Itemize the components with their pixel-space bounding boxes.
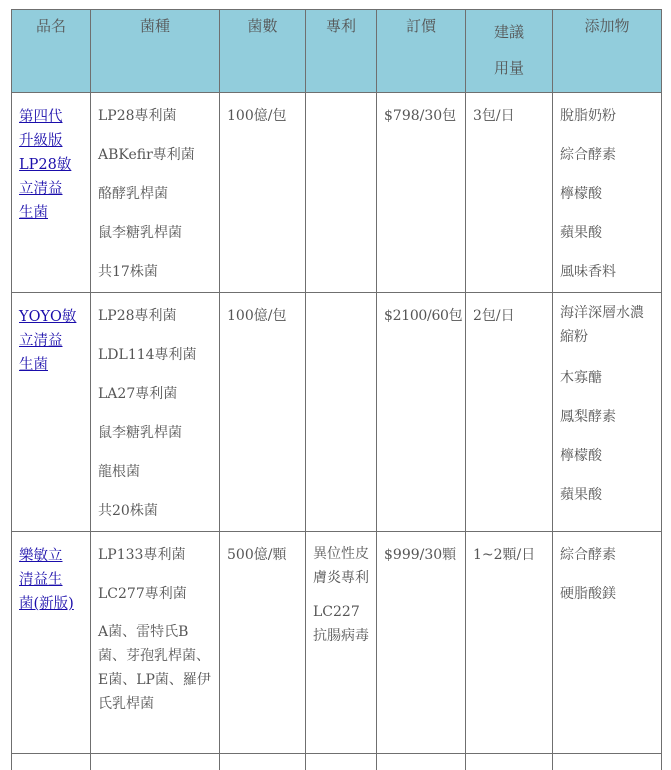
product-name-cell: [12, 293, 91, 532]
price-cell: $2100/60包: [377, 293, 466, 532]
additive-item: 海洋深層水濃縮粉: [560, 301, 656, 349]
strain-item: 共20株菌: [98, 492, 214, 531]
additive-item: 木寡醣: [560, 359, 656, 398]
dosage-cell: 3包/日: [466, 93, 553, 293]
header-strain: 菌種: [91, 10, 220, 93]
additive-item: 蘋果酸: [560, 214, 656, 253]
additives-cell: [553, 93, 662, 293]
strain-item: LP28專利菌: [98, 297, 214, 336]
table-row: [12, 293, 662, 532]
product-name-cell: [12, 532, 91, 754]
strain-cell: [91, 532, 220, 754]
strain-item: LA27專利菌: [98, 375, 214, 414]
strain-item: LP28專利菌: [98, 97, 214, 136]
product-link[interactable]: 第四代 升級版 LP28敏 立清益 生菌: [19, 105, 85, 225]
strain-item: 龍根菌: [98, 453, 214, 492]
dosage-cell: 2包/日: [466, 293, 553, 532]
table-row: [12, 532, 662, 754]
strain-item: 共17株菌: [98, 253, 214, 292]
additive-item: 檸檬酸: [560, 437, 656, 476]
count-cell: 100億/包: [220, 293, 306, 532]
table-row: [12, 93, 662, 293]
dosage-cell: 1~2顆/日: [466, 532, 553, 754]
price-cell: $798/30包: [377, 93, 466, 293]
header-dosage-line1: 建議: [466, 14, 552, 50]
header-count: 菌數: [220, 10, 306, 93]
strain-item: 酪酵乳桿菌: [98, 175, 214, 214]
table-row-partial: [12, 754, 662, 770]
header-dosage: [466, 10, 553, 93]
strain-item: LC277專利菌: [98, 575, 214, 614]
product-name-cell: [12, 93, 91, 293]
price-cell: $999/30顆: [377, 532, 466, 754]
additive-item: 硬脂酸鎂: [560, 575, 656, 614]
header-patent: 專利: [306, 10, 377, 93]
strain-item: A菌、雷特氏B菌、芽孢乳桿菌、E菌、LP菌、羅伊氏乳桿菌: [98, 620, 214, 716]
strain-cell: [91, 293, 220, 532]
patent-cell: [306, 93, 377, 293]
additive-item: 蘋果酸: [560, 476, 656, 515]
header-row: [12, 10, 662, 93]
patent-item: LC227抗腸病毒: [313, 600, 371, 648]
additive-item: 鳳梨酵素: [560, 398, 656, 437]
patent-cell: [306, 532, 377, 754]
additives-cell: [553, 293, 662, 532]
strain-cell: [91, 93, 220, 293]
strain-item: 鼠李糖乳桿菌: [98, 214, 214, 253]
count-cell: 500億/顆: [220, 532, 306, 754]
additive-item: 脫脂奶粉: [560, 97, 656, 136]
patent-cell: [306, 293, 377, 532]
strain-item: 鼠李糖乳桿菌: [98, 414, 214, 453]
product-comparison-table: [11, 9, 662, 770]
additives-cell: [553, 532, 662, 754]
additive-item: 綜合酵素: [560, 536, 656, 575]
additive-item: 檸檬酸: [560, 175, 656, 214]
product-link[interactable]: YOYO敏 立清益 生菌: [19, 305, 85, 377]
count-cell: 100億/包: [220, 93, 306, 293]
patent-item: 異位性皮膚炎專利: [313, 542, 371, 590]
header-price: 訂價: [377, 10, 466, 93]
strain-item: LP133專利菌: [98, 536, 214, 575]
additive-item: 綜合酵素: [560, 136, 656, 175]
header-dosage-line2: 用量: [466, 50, 552, 86]
header-additives: 添加物: [553, 10, 662, 93]
product-link[interactable]: 樂敏立 清益生 菌(新版): [19, 544, 85, 616]
header-name: 品名: [12, 10, 91, 93]
additive-item: 風味香料: [560, 253, 656, 292]
strain-item: LDL114專利菌: [98, 336, 214, 375]
strain-item: ABKefir專利菌: [98, 136, 214, 175]
